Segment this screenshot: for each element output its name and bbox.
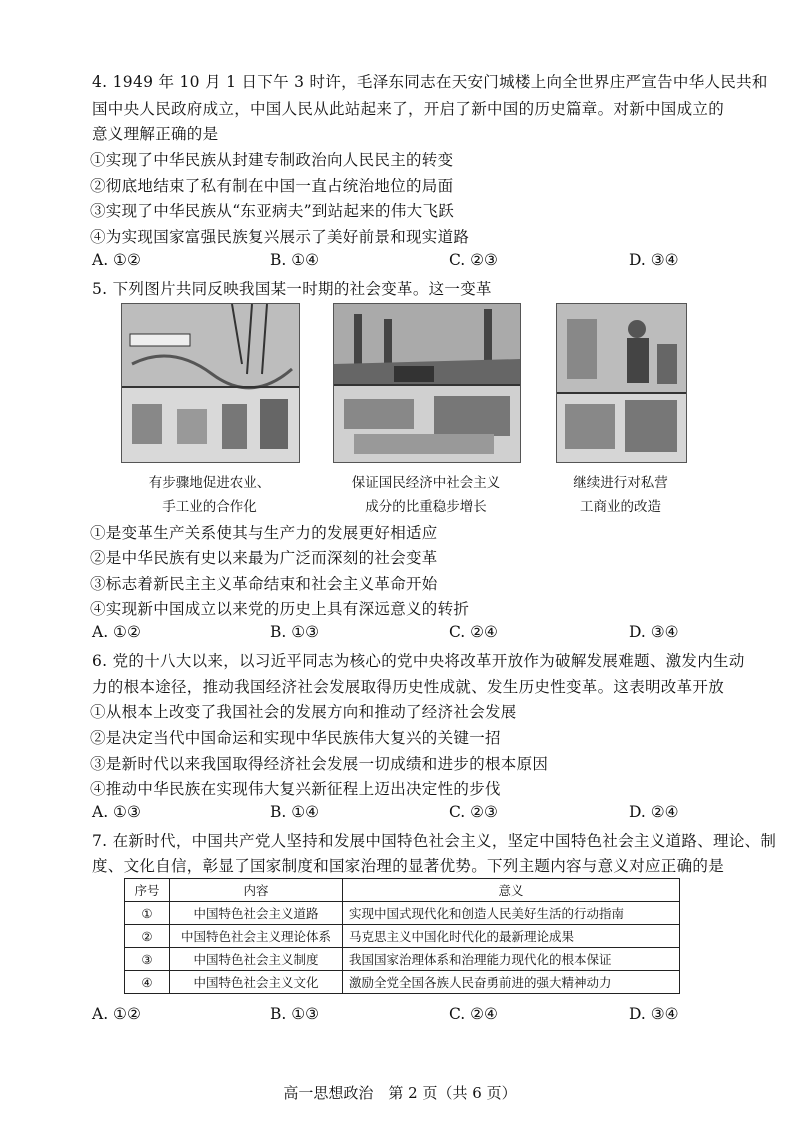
table-cell: 中国特色社会主义制度 — [170, 948, 343, 971]
q7-stem-line-1: 7. 在新时代，中国共产党人坚持和发展中国特色社会主义，坚定中国特色社会主义道路、理论、制 — [92, 832, 777, 850]
table-cell: ③ — [125, 948, 170, 971]
caption-1-line-2: 手工业的合作化 — [162, 499, 257, 515]
table-cell: ② — [125, 925, 170, 948]
q5-option-c[interactable]: C. ②④ — [449, 623, 498, 641]
table-row — [125, 902, 680, 925]
q4-option-b[interactable]: B. ①④ — [270, 251, 320, 269]
q6-item-4: ④推动中华民族在实现伟大复兴新征程上迈出决定性的步伐 — [90, 780, 501, 798]
q4-stem-line-3: 意义理解正确的是 — [92, 125, 219, 143]
q5-option-d[interactable]: D. ③④ — [629, 623, 679, 641]
table-cell: 我国国家治理体系和治理能力现代化的根本保证 — [343, 948, 680, 971]
table-cell: 激励全党全国各族人民奋勇前进的强大精神动力 — [343, 971, 680, 994]
q6-option-b[interactable]: B. ①④ — [270, 803, 320, 821]
q6-option-c[interactable]: C. ②③ — [449, 803, 498, 821]
table-row — [125, 971, 680, 994]
table-header-row — [125, 879, 680, 902]
table-row — [125, 925, 680, 948]
q5-item-4: ④实现新中国成立以来党的历史上具有深远意义的转折 — [90, 600, 470, 618]
q7-stem-line-2: 度、文化自信，彰显了国家制度和国家治理的显著优势。下列主题内容与意义对应正确的是 — [92, 857, 725, 875]
table-cell: 马克思主义中国化时代化的最新理论成果 — [343, 925, 680, 948]
table-cell: 中国特色社会主义道路 — [170, 902, 343, 925]
q4-item-4: ④为实现国家富强民族复兴展示了美好前景和现实道路 — [90, 228, 470, 246]
q4-item-1: ①实现了中华民族从封建专制政治向人民民主的转变 — [90, 151, 454, 169]
page-footer: 高一思想政治 第 2 页（共 6 页） — [283, 1084, 517, 1102]
commerce-reform-photo — [556, 303, 687, 463]
table-cell: 实现中国式现代化和创造人民美好生活的行动指南 — [343, 902, 680, 925]
q7-option-d[interactable]: D. ③④ — [629, 1005, 679, 1023]
q6-option-a[interactable]: A. ①③ — [92, 803, 141, 821]
q5-item-1: ①是变革生产关系使其与生产力的发展更好相适应 — [90, 524, 438, 542]
q4-option-d[interactable]: D. ③④ — [629, 251, 679, 269]
caption-2-line-1: 保证国民经济中社会主义 — [351, 475, 501, 491]
q4-stem-line-2: 国中央人民政府成立，中国人民从此站起来了，开启了新中国的历史篇章。对新中国成立的 — [92, 100, 725, 118]
q4-item-3: ③实现了中华民族从“东亚病夫”到站起来的伟大飞跃 — [90, 202, 455, 220]
q6-item-1: ①从根本上改变了我国社会的发展方向和推动了经济社会发展 — [90, 703, 517, 721]
q7-option-a[interactable]: A. ①② — [92, 1005, 141, 1023]
industry-photo — [333, 303, 521, 463]
q4-item-2: ②彻底地结束了私有制在中国一直占统治地位的局面 — [90, 177, 454, 195]
q6-stem-line-2: 力的根本途径，推动我国经济社会发展取得历史性成就、发生历史性变革。这表明改革开放 — [92, 678, 725, 696]
table-header-cell: 内容 — [170, 879, 343, 902]
table-header-cell: 意义 — [343, 879, 680, 902]
q6-item-3: ③是新时代以来我国取得经济社会发展一切成绩和进步的根本原因 — [90, 755, 549, 773]
caption-2-line-2: 成分的比重稳步增长 — [365, 499, 487, 515]
q5-option-b[interactable]: B. ①③ — [270, 623, 320, 641]
q6-stem-line-1: 6. 党的十八大以来，以习近平同志为核心的党中央将改革开放作为破解发展难题、激发内生动 — [92, 652, 745, 670]
caption-3-line-2: 工商业的改造 — [580, 499, 661, 515]
q7-option-b[interactable]: B. ①③ — [270, 1005, 320, 1023]
caption-1-line-1: 有步骤地促进农业、 — [148, 475, 271, 491]
table-cell: ① — [125, 902, 170, 925]
table-header-cell: 序号 — [125, 879, 170, 902]
q4-stem-line-1: 4. 1949 年 10 月 1 日下午 3 时许，毛泽东同志在天安门城楼上向全世界庄严宣告中华人民共和 — [92, 73, 768, 91]
q7-table — [124, 878, 680, 994]
q6-item-2: ②是决定当代中国命运和实现中华民族伟大复兴的关键一招 — [90, 729, 501, 747]
q5-stem: 5. 下列图片共同反映我国某一时期的社会变革。这一变革 — [92, 280, 492, 298]
table-row — [125, 948, 680, 971]
caption-3-line-1: 继续进行对私营 — [573, 475, 668, 491]
q5-item-3: ③标志着新民主主义革命结束和社会主义革命开始 — [90, 575, 438, 593]
q6-option-d[interactable]: D. ②④ — [629, 803, 679, 821]
q5-item-2: ②是中华民族有史以来最为广泛而深刻的社会变革 — [90, 549, 438, 567]
table-cell: 中国特色社会主义文化 — [170, 971, 343, 994]
q7-option-c[interactable]: C. ②④ — [449, 1005, 498, 1023]
q4-option-c[interactable]: C. ②③ — [449, 251, 498, 269]
cooperative-photo — [121, 303, 300, 463]
q5-option-a[interactable]: A. ①② — [92, 623, 141, 641]
q4-option-a[interactable]: A. ①② — [92, 251, 141, 269]
table-cell: ④ — [125, 971, 170, 994]
table-cell: 中国特色社会主义理论体系 — [170, 925, 343, 948]
